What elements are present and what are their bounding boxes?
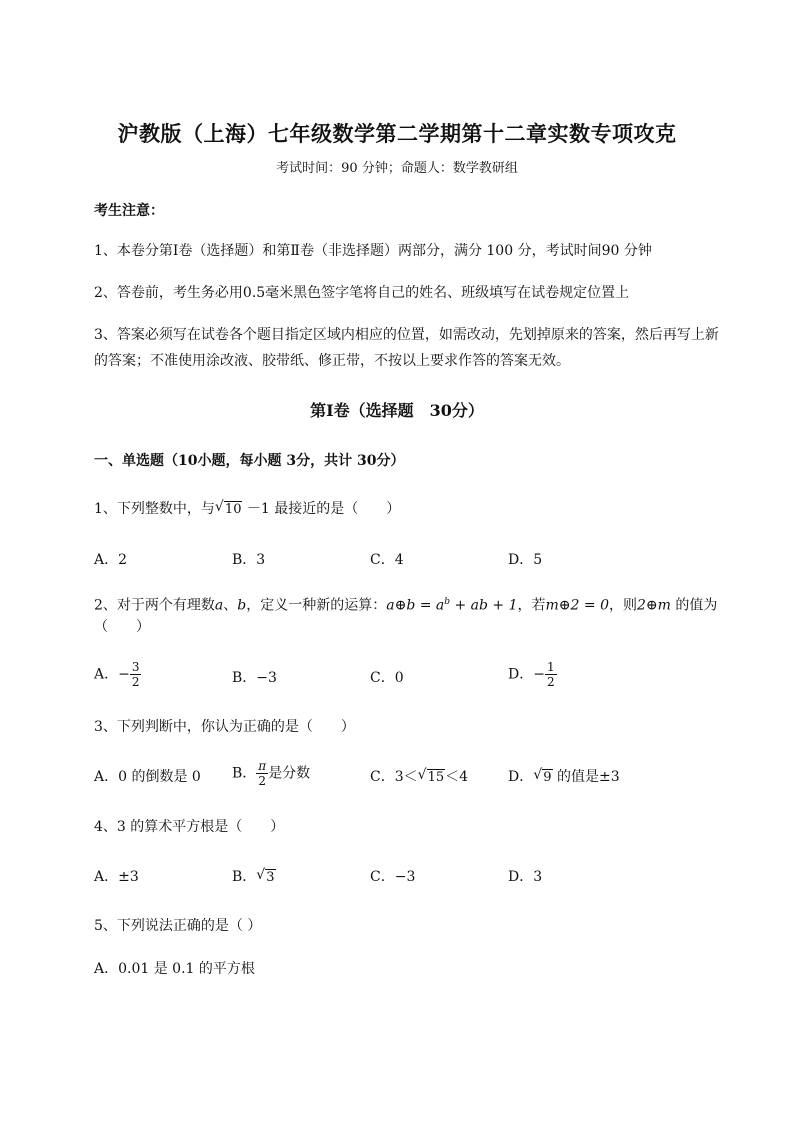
question-2-stem <box>94 590 717 618</box>
q2-option-b: B．−3 <box>232 670 277 686</box>
sqrt-symbol: √ 10 <box>214 499 242 517</box>
q2-d-fraction <box>545 660 557 689</box>
q2-stem-a: 2、对于两个有理数 <box>94 597 215 614</box>
part-heading: 一、单选题（10小题，每小题 3分，共计 30分） <box>94 453 405 469</box>
q4-b-label: B． <box>232 869 257 885</box>
question-1-stem <box>94 497 400 522</box>
q3-option-d <box>508 765 620 790</box>
q2-ask: 2⊕m <box>636 597 671 614</box>
q3-option-c <box>370 765 468 790</box>
question-3-stem: 3、下列判断中，你认为正确的是（ ） <box>94 719 355 735</box>
section-title: 第Ⅰ卷（选择题 30分） <box>310 401 484 420</box>
q2-stem-b: ，定义一种新的运算： <box>246 597 387 614</box>
exam-subtitle: 考试时间：90 分钟；命题人：数学教研组 <box>276 161 518 176</box>
q3-d-pre: D． <box>508 769 534 785</box>
q2-line2: （ ） <box>94 619 150 635</box>
q3-b-post: 是分数 <box>268 765 311 782</box>
q2-cond-pre: ，若 <box>517 597 546 614</box>
sqrt-symbol: √ 15 <box>417 767 445 785</box>
q4-b-rad: 3 <box>266 870 275 885</box>
q2-var-b: b <box>237 597 247 614</box>
q2-a-fraction <box>130 660 142 689</box>
q2-a-label: A．− <box>94 666 130 683</box>
notice-item-1: 1、本卷分第Ⅰ卷（选择题）和第Ⅱ卷（非选择题）两部分，满分 100 分，考试时间90 分钟 <box>94 243 652 259</box>
q3-b-den: 2 <box>258 774 267 788</box>
sqrt-symbol: √ 3 <box>256 867 275 885</box>
q3-b-fraction <box>256 759 268 788</box>
q3-d-rad: 9 <box>543 770 552 785</box>
q4-option-a: A．±3 <box>94 869 139 885</box>
q2-formula: a⊕b = a <box>386 597 445 614</box>
q2-d-num: 1 <box>546 660 555 674</box>
q2-d-den: 2 <box>546 675 555 689</box>
q1-radicand: 10 <box>224 502 242 517</box>
q3-c-pre: C．3＜ <box>370 769 418 785</box>
q1-option-a: A．2 <box>94 552 128 568</box>
q2-option-d <box>508 660 557 689</box>
notice-item-3: 3、答案必须写在试卷各个题目指定区域内相应的位置，如需改动，先划掉原来的答案，然后再写上新 <box>94 327 719 343</box>
q1-option-d: D．5 <box>508 552 543 568</box>
sqrt-symbol: √ 9 <box>533 767 552 785</box>
q3-option-a: A．0 的倒数是 0 <box>94 769 201 785</box>
notice-heading: 考生注意： <box>94 203 164 219</box>
q1-prefix: 1、下列整数中，与 <box>94 501 215 517</box>
q2-cond: m⊕2 = 0 <box>545 597 609 614</box>
q2-sep: 、 <box>223 597 238 614</box>
q1-suffix: －1 最接近的是（ ） <box>246 501 401 517</box>
q3-d-post: 的值是±3 <box>552 769 620 785</box>
q2-option-c: C．0 <box>370 670 404 686</box>
q4-option-b <box>232 865 276 890</box>
q3-c-post: ＜4 <box>445 769 469 785</box>
q2-a-num: 3 <box>131 660 140 674</box>
q2-formula-sup: b <box>444 597 451 607</box>
q3-b-label: B． <box>232 765 257 782</box>
question-5-stem: 5、下列说法正确的是（ ） <box>94 918 262 934</box>
q1-option-b: B．3 <box>232 552 266 568</box>
q4-option-c: C．−3 <box>370 869 416 885</box>
q2-d-label: D．− <box>508 666 545 683</box>
q3-c-rad: 15 <box>427 770 445 785</box>
question-4-stem: 4、3 的算术平方根是（ ） <box>94 819 285 835</box>
q1-option-c: C．4 <box>370 552 404 568</box>
q5-option-a: A．0.01 是 0.1 的平方根 <box>94 961 255 977</box>
q2-cond-post: ，则 <box>608 597 637 614</box>
q3-b-num: π <box>258 759 267 773</box>
q2-option-a <box>94 660 141 689</box>
notice-item-2: 2、答卷前，考生务必用0.5毫米黑色签字笔将自己的姓名、班级填写在试卷规定位置上 <box>94 285 630 301</box>
q3-option-b <box>232 759 310 788</box>
exam-title: 沪教版（上海）七年级数学第二学期第十二章实数专项攻克 <box>117 121 677 146</box>
notice-item-3-cont: 的答案；不准使用涂改液、胶带纸、修正带，不按以上要求作答的答案无效。 <box>94 353 570 369</box>
q4-option-d: D．3 <box>508 869 543 885</box>
q2-ask-post: 的值为 <box>670 597 718 614</box>
q2-formula-end: + ab + 1 <box>450 597 518 614</box>
q2-var-a: a <box>214 597 224 614</box>
q2-a-den: 2 <box>131 675 140 689</box>
